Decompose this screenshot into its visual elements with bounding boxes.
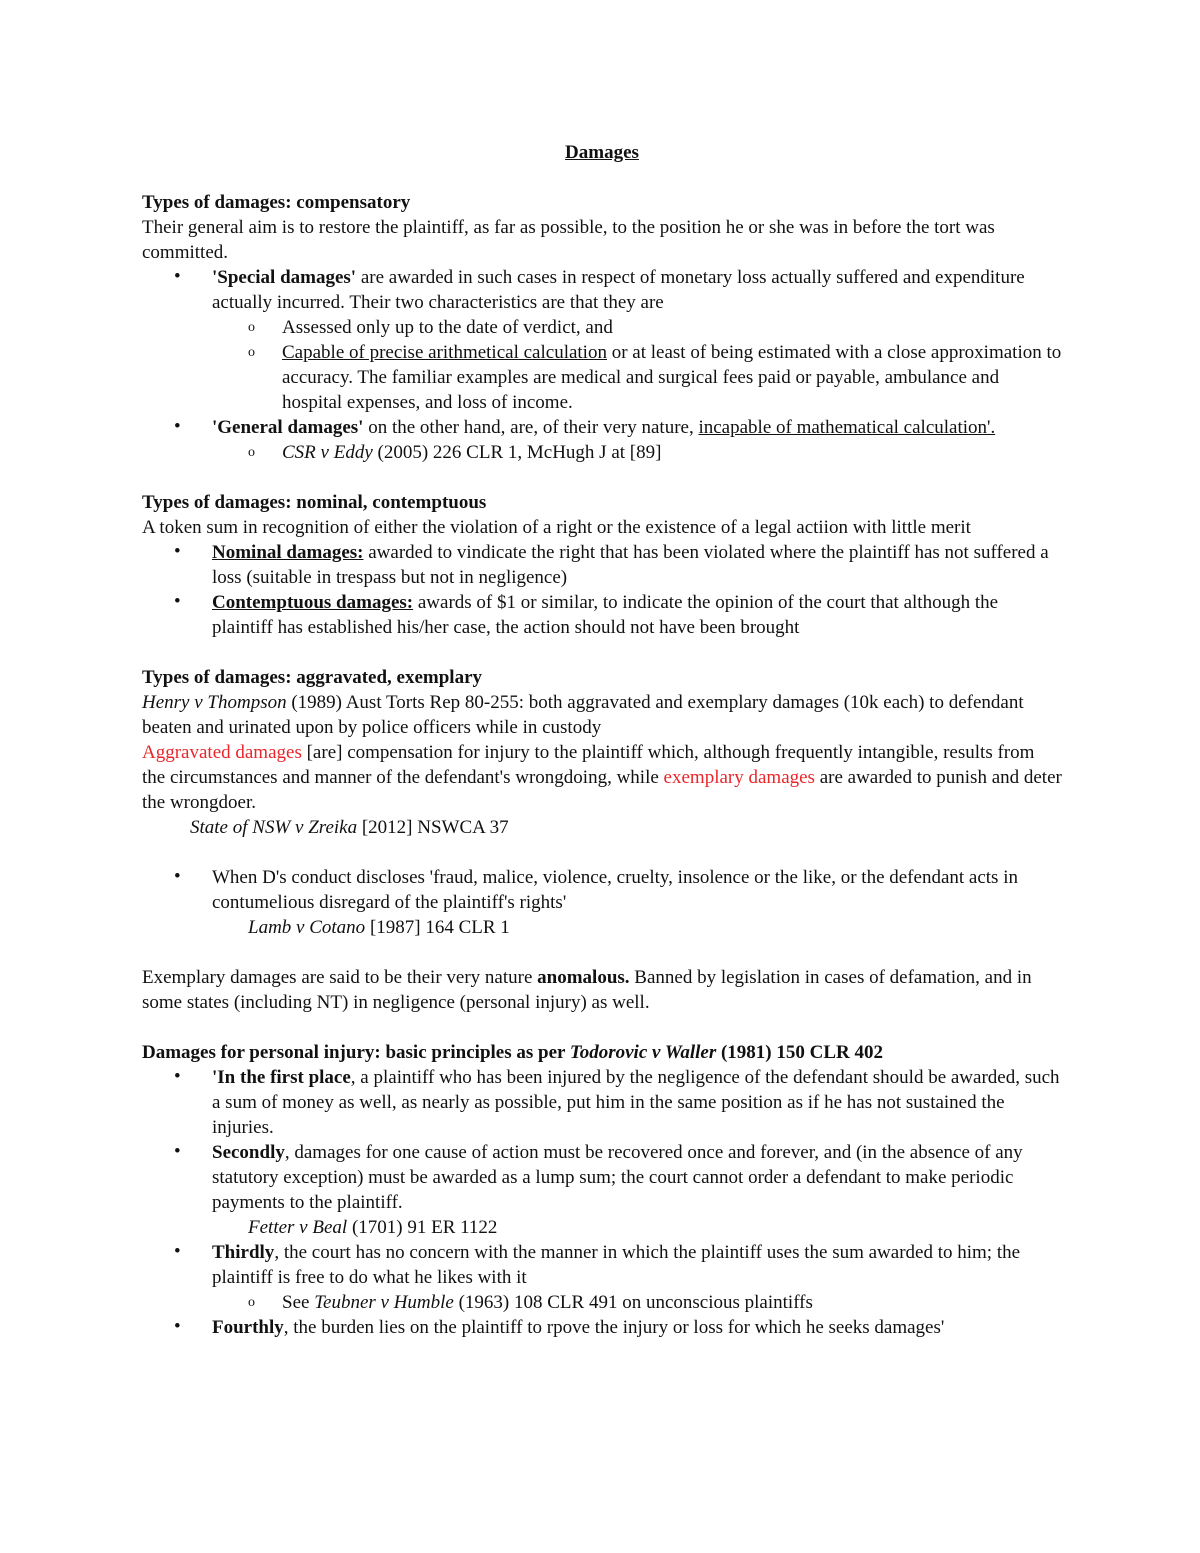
sub-item-teubner: o See Teubner v Humble (1963) 108 CLR 491 on unconscious plaintiffs (248, 1292, 813, 1313)
list-item-special-damages: • 'Special damages' are awarded in such cases in respect of monetary loss actually suffered and expenditure actually incurred. Their two characteristics are that they are (174, 266, 1025, 313)
principles-list (142, 1065, 1062, 1215)
sub-item-case-csr: o CSR v Eddy (2005) 226 CLR 1, McHugh J at [89] (248, 442, 662, 463)
circle-bullet-icon: o (248, 345, 255, 360)
list-item-contemptuous: • Contemptuous damages: awards of $1 or similar, to indicate the opinion of the court that although the plaintiff has established his/her case, the action should not have been brought (174, 591, 999, 638)
section-heading-nominal: Types of damages: nominal, contemptuous (142, 492, 487, 513)
list-item-nominal: • Nominal damages: awarded to vindicate the right that has been violated where the plaintiff has not suffered a loss (suitable in trespass but not in negligence) (174, 541, 1049, 588)
sub-item-capable: o Capable of precise arithmetical calculation or at least of being estimated with a close approximation to accuracy. The familiar examples are medical and surgical fees paid or payable, ambulance and hospital expenses, and loss of income. (248, 342, 1062, 413)
list-item-third: • Thirdly, the court has no concern with the manner in which the plaintiff uses the sum awarded to him; the plaintiff is free to do what he likes with it (174, 1241, 1021, 1288)
list-item-general-damages: • 'General damages' on the other hand, are, of their very nature, incapable of mathematical calculation'. (174, 416, 996, 438)
page-title: Damages (565, 142, 639, 163)
circle-bullet-icon: o (248, 320, 255, 335)
exemplary-para: Exemplary damages are said to be their very nature anomalous. Banned by legislation in cases of defamation, and in some states (including NT) in negligence (personal injury) as well. (142, 967, 1032, 1013)
bullet-icon: • (174, 541, 181, 562)
section-heading-compensatory: Types of damages: compensatory (142, 192, 411, 213)
list-item-second: • Secondly, damages for one cause of action must be recovered once and forever, and (in the absence of any statutory exception) must be awarded as a lump sum; the court cannot order a defendant to make periodic payments to the plaintiff. (174, 1141, 1023, 1213)
bullet-icon: • (174, 1141, 181, 1162)
list-item-first: • 'In the first place, a plaintiff who has been injured by the negligence of the defendant should be awarded, such a sum of money as well, as nearly as possible, put him in the same position as if he has not sustained the injuries. (174, 1066, 1060, 1138)
conduct-list (142, 865, 1062, 915)
nominal-list (142, 540, 1062, 640)
case-zreika: State of NSW v Zreika [2012] NSWCA 37 (190, 817, 509, 838)
bullet-icon: • (174, 866, 181, 887)
bullet-icon: • (174, 591, 181, 612)
bullet-icon: • (174, 1316, 181, 1337)
compensatory-list (142, 265, 1062, 465)
compensatory-intro: Their general aim is to restore the plaintiff, as far as possible, to the position he or she was in before the tort was committed. (142, 217, 995, 263)
circle-bullet-icon: o (248, 1295, 255, 1310)
section-heading-aggravated: Types of damages: aggravated, exemplary (142, 667, 483, 688)
aggravated-definition: Aggravated damages [are] compensation for injury to the plaintiff which, although frequently intangible, results from the circumstances and manner of the defendant's wrongdoing, while exemplary damages are awarded to punish and deter the wrongdoer. (142, 742, 1062, 813)
henry-case-para: Henry v Thompson (1989) Aust Torts Rep 80-255: both aggravated and exemplary damages (10k each) to defendant beaten and urinated upon by police officers while in custody (142, 692, 1024, 738)
bullet-icon: • (174, 1066, 181, 1087)
principles-list-cont (142, 1240, 1062, 1340)
nominal-intro: A token sum in recognition of either the violation of a right or the existence of a legal actiion with little merit (142, 517, 971, 538)
bullet-icon: • (174, 1241, 181, 1262)
bullet-icon: • (174, 416, 181, 437)
section-heading-personal-injury: Damages for personal injury: basic principles as per Todorovic v Waller (1981) 150 CLR 402 (142, 1042, 883, 1063)
sub-item-assessed: o Assessed only up to the date of verdict, and (248, 317, 613, 338)
circle-bullet-icon: o (248, 445, 255, 460)
document-page (142, 140, 1062, 1340)
case-lamb: Lamb v Cotano [1987] 164 CLR 1 (248, 917, 510, 938)
list-item-fourth: • Fourthly, the burden lies on the plaintiff to rpove the injury or loss for which he seeks damages' (174, 1316, 945, 1338)
list-item-conduct: • When D's conduct discloses 'fraud, malice, violence, cruelty, insolence or the like, or the defendant acts in contumelious disregard of the plaintiff's rights' (174, 866, 1018, 913)
case-fetter: Fetter v Beal (1701) 91 ER 1122 (248, 1217, 498, 1238)
bullet-icon: • (174, 266, 181, 287)
